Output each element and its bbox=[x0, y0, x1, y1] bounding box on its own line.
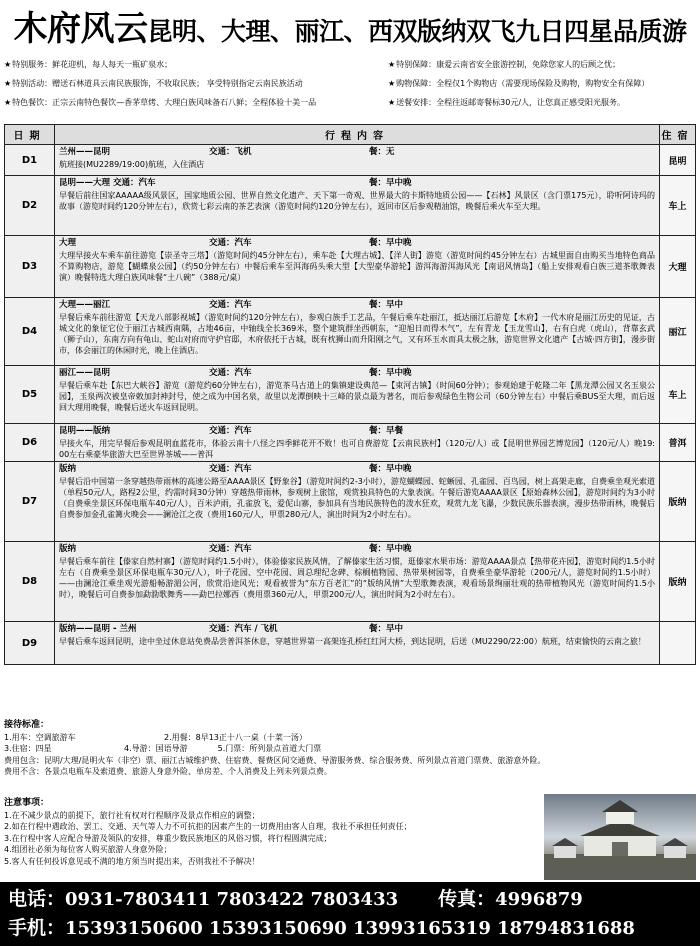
day-meals: 餐：无 bbox=[369, 147, 395, 157]
day-header bbox=[59, 623, 655, 636]
feature-item: ★ 特别活动：赠送石林道具云南民族服饰，不收取民族； 享受特别指定云南民族活动 bbox=[4, 79, 352, 98]
day-label: D5 bbox=[5, 366, 55, 424]
day-route: 版纳 bbox=[59, 464, 77, 474]
day-transport: 交通：汽车 bbox=[209, 300, 252, 310]
attention-item: 5.客人有任何投诉意见或不满的地方须当时提出来，否则我社不予解决！ bbox=[4, 856, 260, 866]
day-content bbox=[55, 622, 660, 665]
header-day: 日期 bbox=[5, 125, 55, 145]
standards-row bbox=[4, 732, 696, 744]
route-title: 昆明、大理、丽江、西双版纳双飞九日四星品质游 bbox=[147, 17, 687, 46]
day-meals: 餐：早餐 bbox=[369, 426, 404, 436]
day-meals: 餐：早中 bbox=[369, 300, 404, 310]
day-meals: 餐：早中晚 bbox=[369, 178, 412, 188]
day-header bbox=[59, 299, 655, 312]
day-header bbox=[59, 146, 655, 159]
day-route: 昆明——版纳 bbox=[59, 426, 111, 436]
page-title bbox=[0, 0, 700, 58]
day-lodging: 车上 bbox=[660, 366, 696, 424]
day-transport: 交通：汽车 / 飞机 bbox=[209, 624, 278, 634]
day-route: 大理——丽江 bbox=[59, 300, 111, 310]
day-description: 早餐后乘车前往游览【天龙八部影视城】（游览时间约120分钟左右），参观白族手工艺品，午餐后乘车赴丽江，抵达丽江后游览【木府】一代木府是丽江历史的见证，古城文化的象征它位于丽江古城西南隅，占地46亩，中轴线全长369米，整个建筑群坐西朝东，“迎旭日而得木气”，左有青龙【玉龙雪山】，右有白虎（虎山），背靠玄武（狮子山），东南方向有龟山、蛇山对府而守护官邸，木府依托于古城，既有枕狮山而升阳刚之气，又有环玉水而具太极之脉，游览世界文化遗产【古城·四方街】，漫步街市，体会丽江的休闲时光，晚上住酒店。 bbox=[59, 313, 655, 355]
day-lodging: 普洱 bbox=[660, 424, 696, 462]
day-route: 大理 bbox=[59, 238, 77, 248]
day-content bbox=[55, 424, 660, 462]
day-label: D7 bbox=[5, 462, 55, 542]
attention-block bbox=[4, 798, 534, 867]
day-meals: 餐：早中晚 bbox=[369, 544, 412, 554]
day-label: D1 bbox=[5, 145, 55, 176]
day-transport: 交通：汽车 bbox=[209, 544, 252, 554]
itinerary-table bbox=[4, 124, 696, 665]
attention-item: 3.在行程中客人应配合导游及领队的安排，尊重少数民族地区的风俗习惯，将行程圆满完成； bbox=[4, 833, 332, 843]
standard-item: 1.用车：空调旅游车 bbox=[4, 732, 76, 742]
day-route: 丽江——昆明 bbox=[59, 368, 111, 378]
day-lodging: 大理 bbox=[660, 236, 696, 298]
tel-label: 电话： bbox=[8, 888, 66, 910]
day-transport: 交通：汽车 bbox=[209, 464, 252, 474]
standard-item: 2.用餐：8早13正十八一桌（十菜一汤） bbox=[164, 732, 307, 742]
header-lodging: 住宿 bbox=[660, 125, 696, 145]
attention-item: 1.在不减少景点的前提下，旅行社有权对行程顺序及景点作相应的调整； bbox=[4, 810, 260, 820]
day-meals: 餐：早中晚 bbox=[369, 464, 412, 474]
attention-header: 注意事项： bbox=[4, 798, 50, 808]
day-label: D4 bbox=[5, 298, 55, 366]
contact-footer bbox=[0, 882, 700, 946]
day-header bbox=[59, 177, 655, 190]
day-description: 早餐后前往国家AAAAA级风景区，国家地质公园、世界自然文化遗产、天下第一奇观、世界最大的卡斯特地质公园——【石林】风景区（含门票175元），聆听阿诗玛的故事（游览时间约120分钟左右），欣赏七彩云南的茶艺表演（游览时间约120分钟左右），返回市区后参观精油馆，晚餐后乘火车至大理。 bbox=[59, 191, 655, 211]
feature-item: ★ 特别保障：康爱云南省安全旅游控制，免除您家人的后顾之忧； bbox=[388, 60, 696, 79]
day-row bbox=[5, 236, 696, 298]
day-transport: 交通：汽车 bbox=[209, 238, 252, 248]
fax-number: 4996879 bbox=[495, 889, 583, 910]
header-content: 行程内容 bbox=[55, 125, 660, 145]
day-route: 兰州——昆明 bbox=[59, 147, 111, 157]
feature-item: ★ 购物保障：全程仅1个购物店（需要现场保险及购物，购物安全有保障） bbox=[388, 79, 696, 98]
day-lodging: 版纳 bbox=[660, 462, 696, 542]
day-description: 早餐后乘车返回昆明，途中坐过休息站免费品尝普洱茶休息，穿越世界第一高架连孔桥红红河大桥，到达昆明，后送（MU2290/22:00）航班，结束愉快的云南之旅！ bbox=[59, 637, 646, 646]
day-description: 早餐后乘车赴【东巴大峡谷】游览（游览约60分钟左右），游览茶马古道上的集镇建设典范—【束河古镇】（时间60分钟）；参观始建于乾隆二年【黑龙潭公园又名玉泉公园】，玉泉两次被皇帝敕加封神封号，使之成为中国名泉，故里以龙潭倒映十三峰的景点最为著名，而后参观绿色生物公司（60分钟左右）中餐后乘BUS至大理，而后返回大理用晚餐，晚餐后送火车返回昆明。 bbox=[59, 381, 655, 412]
day-lodging bbox=[660, 622, 696, 665]
standard-item: 5.门票：所列景点首道大门票 bbox=[217, 744, 322, 753]
day-description: 航班接(MU2289/19:00)航班，入住酒店 bbox=[59, 160, 205, 169]
day-row bbox=[5, 622, 696, 665]
feature-item: ★ 送餐安排：全程往返邮寄餐标30元/人，让您真正感受阳光服务。 bbox=[388, 98, 696, 117]
day-label: D8 bbox=[5, 542, 55, 622]
day-meals: 餐：早中晚 bbox=[369, 368, 412, 378]
day-meals: 餐：早中 bbox=[369, 624, 404, 634]
day-route: 版纳 bbox=[59, 544, 77, 554]
day-label: D6 bbox=[5, 424, 55, 462]
day-content bbox=[55, 366, 660, 424]
day-lodging: 丽江 bbox=[660, 298, 696, 366]
pagoda-photo bbox=[544, 794, 696, 880]
feature-item: ★ 特别服务：鲜花迎机，每人每天一瓶矿泉水； bbox=[4, 60, 352, 79]
feature-item: ★ 特色餐饮：正宗云南特色餐饮—香茅草烤、大理白族风味备石八鲜；全程体验十美一品 bbox=[4, 98, 352, 117]
day-transport: 交通：汽车 bbox=[209, 368, 252, 378]
day-row bbox=[5, 424, 696, 462]
day-lodging: 昆明 bbox=[660, 145, 696, 176]
day-row bbox=[5, 366, 696, 424]
day-header bbox=[59, 543, 655, 556]
day-route: 昆明——大理 交通：汽车 bbox=[59, 178, 156, 188]
fax-label: 传真： bbox=[438, 888, 496, 910]
day-row bbox=[5, 298, 696, 366]
standards-header: 接待标准： bbox=[4, 720, 50, 730]
day-label: D3 bbox=[5, 236, 55, 298]
day-header bbox=[59, 367, 655, 380]
mobile-label: 手机： bbox=[8, 917, 66, 939]
day-transport bbox=[209, 177, 369, 190]
tel-numbers: 0931-7803411 7803422 7803433 bbox=[65, 889, 399, 910]
day-row bbox=[5, 462, 696, 542]
attention-item: 2.如在行程中遇政治、罢工、交通、天气等人力不可抗拒的因素产生的一切费用由客人自理，我社不承担任何责任； bbox=[4, 822, 412, 831]
day-label: D2 bbox=[5, 176, 55, 236]
day-meals: 餐：早中晚 bbox=[369, 238, 412, 248]
mobile-numbers: 15393150600 15393150690 13993165319 18794831688 bbox=[65, 918, 635, 939]
day-content bbox=[55, 542, 660, 622]
excludes-text: 费用不含：各景点电瓶车及索道费、旅游人身意外险、单房差、个人消费及上列未列景点费。 bbox=[4, 767, 332, 776]
attention-item: 4.组团社必须为每位客人购买旅游人身意外险； bbox=[4, 845, 172, 854]
day-label: D9 bbox=[5, 622, 55, 665]
standards-row bbox=[4, 743, 696, 755]
brand-title: 木府风云 bbox=[13, 9, 148, 49]
day-content bbox=[55, 176, 660, 236]
day-content bbox=[55, 145, 660, 176]
includes-text: 费用包含：昆明/大理/昆明火车（非空）票、丽江古城维护费、住宿费、餐费区间交通费、导游服务费、综合服务费、所列景点首道门票费、旅游意外险。 bbox=[4, 755, 546, 765]
day-header bbox=[59, 237, 655, 250]
standard-item: 4.导游：国语导游 bbox=[124, 744, 188, 753]
day-description: 早餐后沿中国第一条穿越热带雨林的高速公路至AAAA景区【野象谷】（游览时间约2-3小时），游览蝴蝶园、蛇蜥园、孔雀园、百鸟园，树上高架走廊，自费乘坐观光索道（单程50元/人，路程2公里，约需时间30分钟）穿越热带雨林，参观树上旅馆，观赏独具特色的大象表演。午餐后游览AAAA景区【原始森林公园】，游览时间约为3小时（自费乘坐景区环保电瓶车40元/人），百米泸雨，孔雀放飞，爱伲山寨，参加具有当地民族特色的泼水狂欢，观赏九龙飞瀑，少数民族乐器表演，漫步热带雨林，晚餐后自费参加金孔雀篝火晚会——澜沧江之夜（费用160元/人，甲票280元/人，演出时间为2小时左右）。 bbox=[59, 477, 655, 519]
day-route: 版纳——昆明 - 兰州 bbox=[59, 624, 137, 634]
day-transport: 交通：汽车 bbox=[209, 426, 252, 436]
day-description: 早接火车，用完早餐后参观昆明血蓝花市，体验云南十八怪之四季鲜花开不败！也可自费游览【云南民族村】（120元/人）或【昆明世界园艺博览园】（120元/人）晚19:00左右乘豪华旅游大巴至世界茶城——普洱 bbox=[59, 439, 655, 459]
day-row bbox=[5, 542, 696, 622]
day-content bbox=[55, 236, 660, 298]
standard-item: 3.住宿：四星 bbox=[4, 744, 52, 753]
day-row bbox=[5, 145, 696, 176]
day-content bbox=[55, 462, 660, 542]
notes-block bbox=[4, 720, 696, 880]
day-header bbox=[59, 463, 655, 476]
day-lodging: 车上 bbox=[660, 176, 696, 236]
day-row bbox=[5, 176, 696, 236]
pagoda-image bbox=[544, 794, 696, 880]
day-lodging: 版纳 bbox=[660, 542, 696, 622]
day-description: 早餐后乘车前往【傣家自然村寨】（游览时间约1.5小时），体验傣家民族风情，了解傣家生活习惯，逛傣家水果市场：游览AAAA景点【热带花卉园】，游览时间约1.5小时左右（自费乘坐景区环保电瓶车30元/人），叶子花园、空中花园、周总理纪念碑、棕榈植物园、热带果树园等，自费乘坐豪华游轮（200元/人，游览时间约1.5小时）——由澜沧江乘坐观光游船畅游湄公河，欣赏沿途风光；观看被誉为“东方百老汇”的“版纳风情”大型歌舞表演，观看场景绚丽壮观的热带植物风光（游览时间约1.5小时），晚餐后可自费参加勐泐歌舞秀——勐巴拉娜西（费用票360元/人，甲票200元/人，演出时间为2小时左右）。 bbox=[59, 557, 655, 599]
day-content bbox=[55, 298, 660, 366]
day-transport: 交通：飞机 bbox=[209, 147, 252, 157]
day-header bbox=[59, 425, 655, 438]
features-block bbox=[4, 58, 696, 122]
day-description: 大理早接火车乘车前往游览【崇圣寺三塔】（游览时间约45分钟左右），乘车赴【大理古城】、【洋人街】游览（游览时间约45分钟左右）古城里面自由购买当地特色商品不算购物店，游览【蝴蝶泉公园】（约50分钟左右）中餐后乘车至洱海码头乘大型【大型豪华游轮】游洱海游洱海风光【南诏风情岛】（船上安排观看白族三道茶歌舞表演）晚餐特选大理白族风味餐“土八碗”（388元/桌） bbox=[59, 251, 655, 282]
